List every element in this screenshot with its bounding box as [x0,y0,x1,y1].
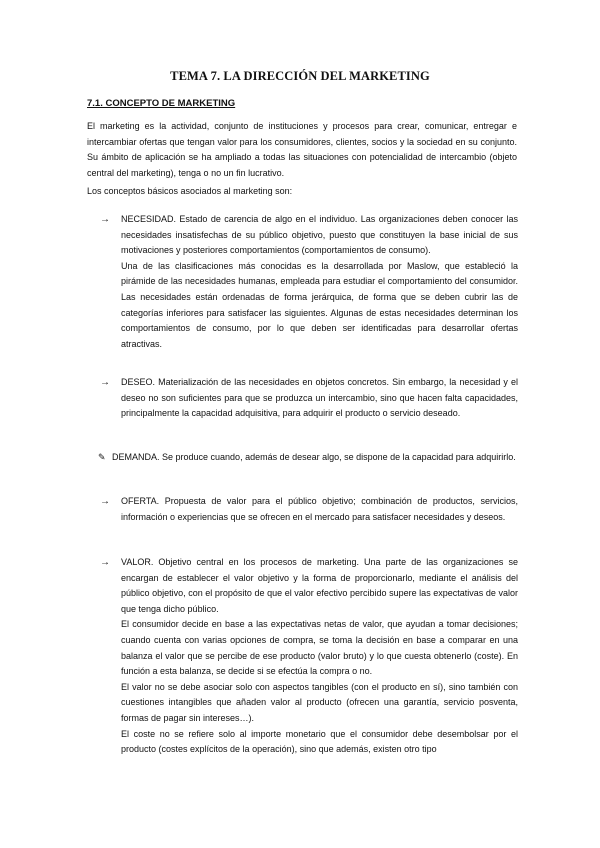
concept-body [121,212,518,352]
concept-body [121,555,518,758]
concept-paragraph: El valor no se debe asociar solo con aspectos tangibles (con el producto en sí), sino también con cuestiones intangibles que añaden valor al producto (ofrecen una garantía, servicio posventa, formas de pagar sin intereses…). [121,681,518,723]
lead-paragraph: Los conceptos básicos asociados al marketing son: [87,186,293,196]
concept-demanda [98,450,516,466]
concept-necesidad [100,212,518,352]
concept-deseo [100,375,518,422]
concept-paragraph: El consumidor decide en base a las expectativas netas de valor, que ayudan a tomar decisiones; cuando cuenta con varias opciones de compra, se toma la decisión en base a comparar en una balanza el valor que se percibe de ese producto (valor bruto) y lo que cuesta obtenerlo (coste). En función a esta balanza, se decide si se efectúa la compra o no. [121,619,518,677]
intro-paragraph: El marketing es la actividad, conjunto de instituciones y procesos para crear, comunicar, entregar e intercambiar ofertas que tengan valor para los consumidores, clientes, socios y la sociedad en su conjunto. Su ámbito de aplicación se ha ampliado a todas las situaciones con potencialidad de intercambio (objeto central del marketing), tenga o no un fin lucrativo. [87,121,517,178]
page-title: TEMA 7. LA DIRECCIÓN DEL MARKETING [170,69,430,83]
concept-oferta [100,494,518,525]
pencil-icon: ✎ [98,452,106,462]
arrow-icon: → [100,377,110,388]
concept-paragraph: OFERTA. Propuesta de valor para el público objetivo; combinación de productos, servicios, información o experiencias que se ofrecen en el mercado para satisfacer necesidades y deseos. [121,496,518,522]
concept-paragraph: NECESIDAD. Estado de carencia de algo en el individuo. Las organizaciones deben conocer las necesidades insatisfechas de su público objetivo, puesto que constituyen la base inicial de sus motivaciones y posteriores comportamientos (comportamientos de consumo). [121,214,518,256]
arrow-icon: → [100,496,110,507]
concept-paragraph: DEMANDA. Se produce cuando, además de desear algo, se dispone de la capacidad para adquirirlo. [112,452,516,462]
concept-paragraph: El coste no se refiere solo al importe monetario que el consumidor debe desembolsar por el producto (costes explícitos de la operación), sino que además, existen otro tipo [121,728,518,755]
concept-body [112,450,516,466]
concept-paragraph: Una de las clasificaciones más conocidas es la desarrollada por Maslow, que estableció la pirámide de las necesidades humanas, empleada para estudiar el comportamiento del consumidor. Las necesidades están ordenadas de forma jerárquica, de forma que se deben cubrir las de categorías inferiores para satisfacer las siguientes. Algunas de estas necesidades determinan los comportamientos de consumo, por lo que deben ser identificadas para desarrollar ofertas atractivas. [121,260,518,349]
section-heading: 7.1. CONCEPTO DE MARKETING [87,98,236,109]
concept-paragraph: VALOR. Objetivo central en los procesos de marketing. Una parte de las organizaciones se encargan de establecer el valor objetivo y la forma de proporcionarlo, mediante el análisis del público objetivo, con el propósito de que el valor efectivo percibido supere las expectativas de valor que tenga dicho público. [121,557,518,614]
concept-body [121,494,518,525]
concept-body [121,375,518,422]
concept-valor [100,555,518,758]
arrow-icon: → [100,557,110,568]
arrow-icon: → [100,214,110,225]
concept-paragraph: DESEO. Materialización de las necesidades en objetos concretos. Sin embargo, la necesidad y el deseo no son suficientes para que se produzca un intercambio, sino que hacen falta capacidades, principalmente la capacidad adquisitiva, para adquirir el producto o servicio deseado. [121,377,518,419]
